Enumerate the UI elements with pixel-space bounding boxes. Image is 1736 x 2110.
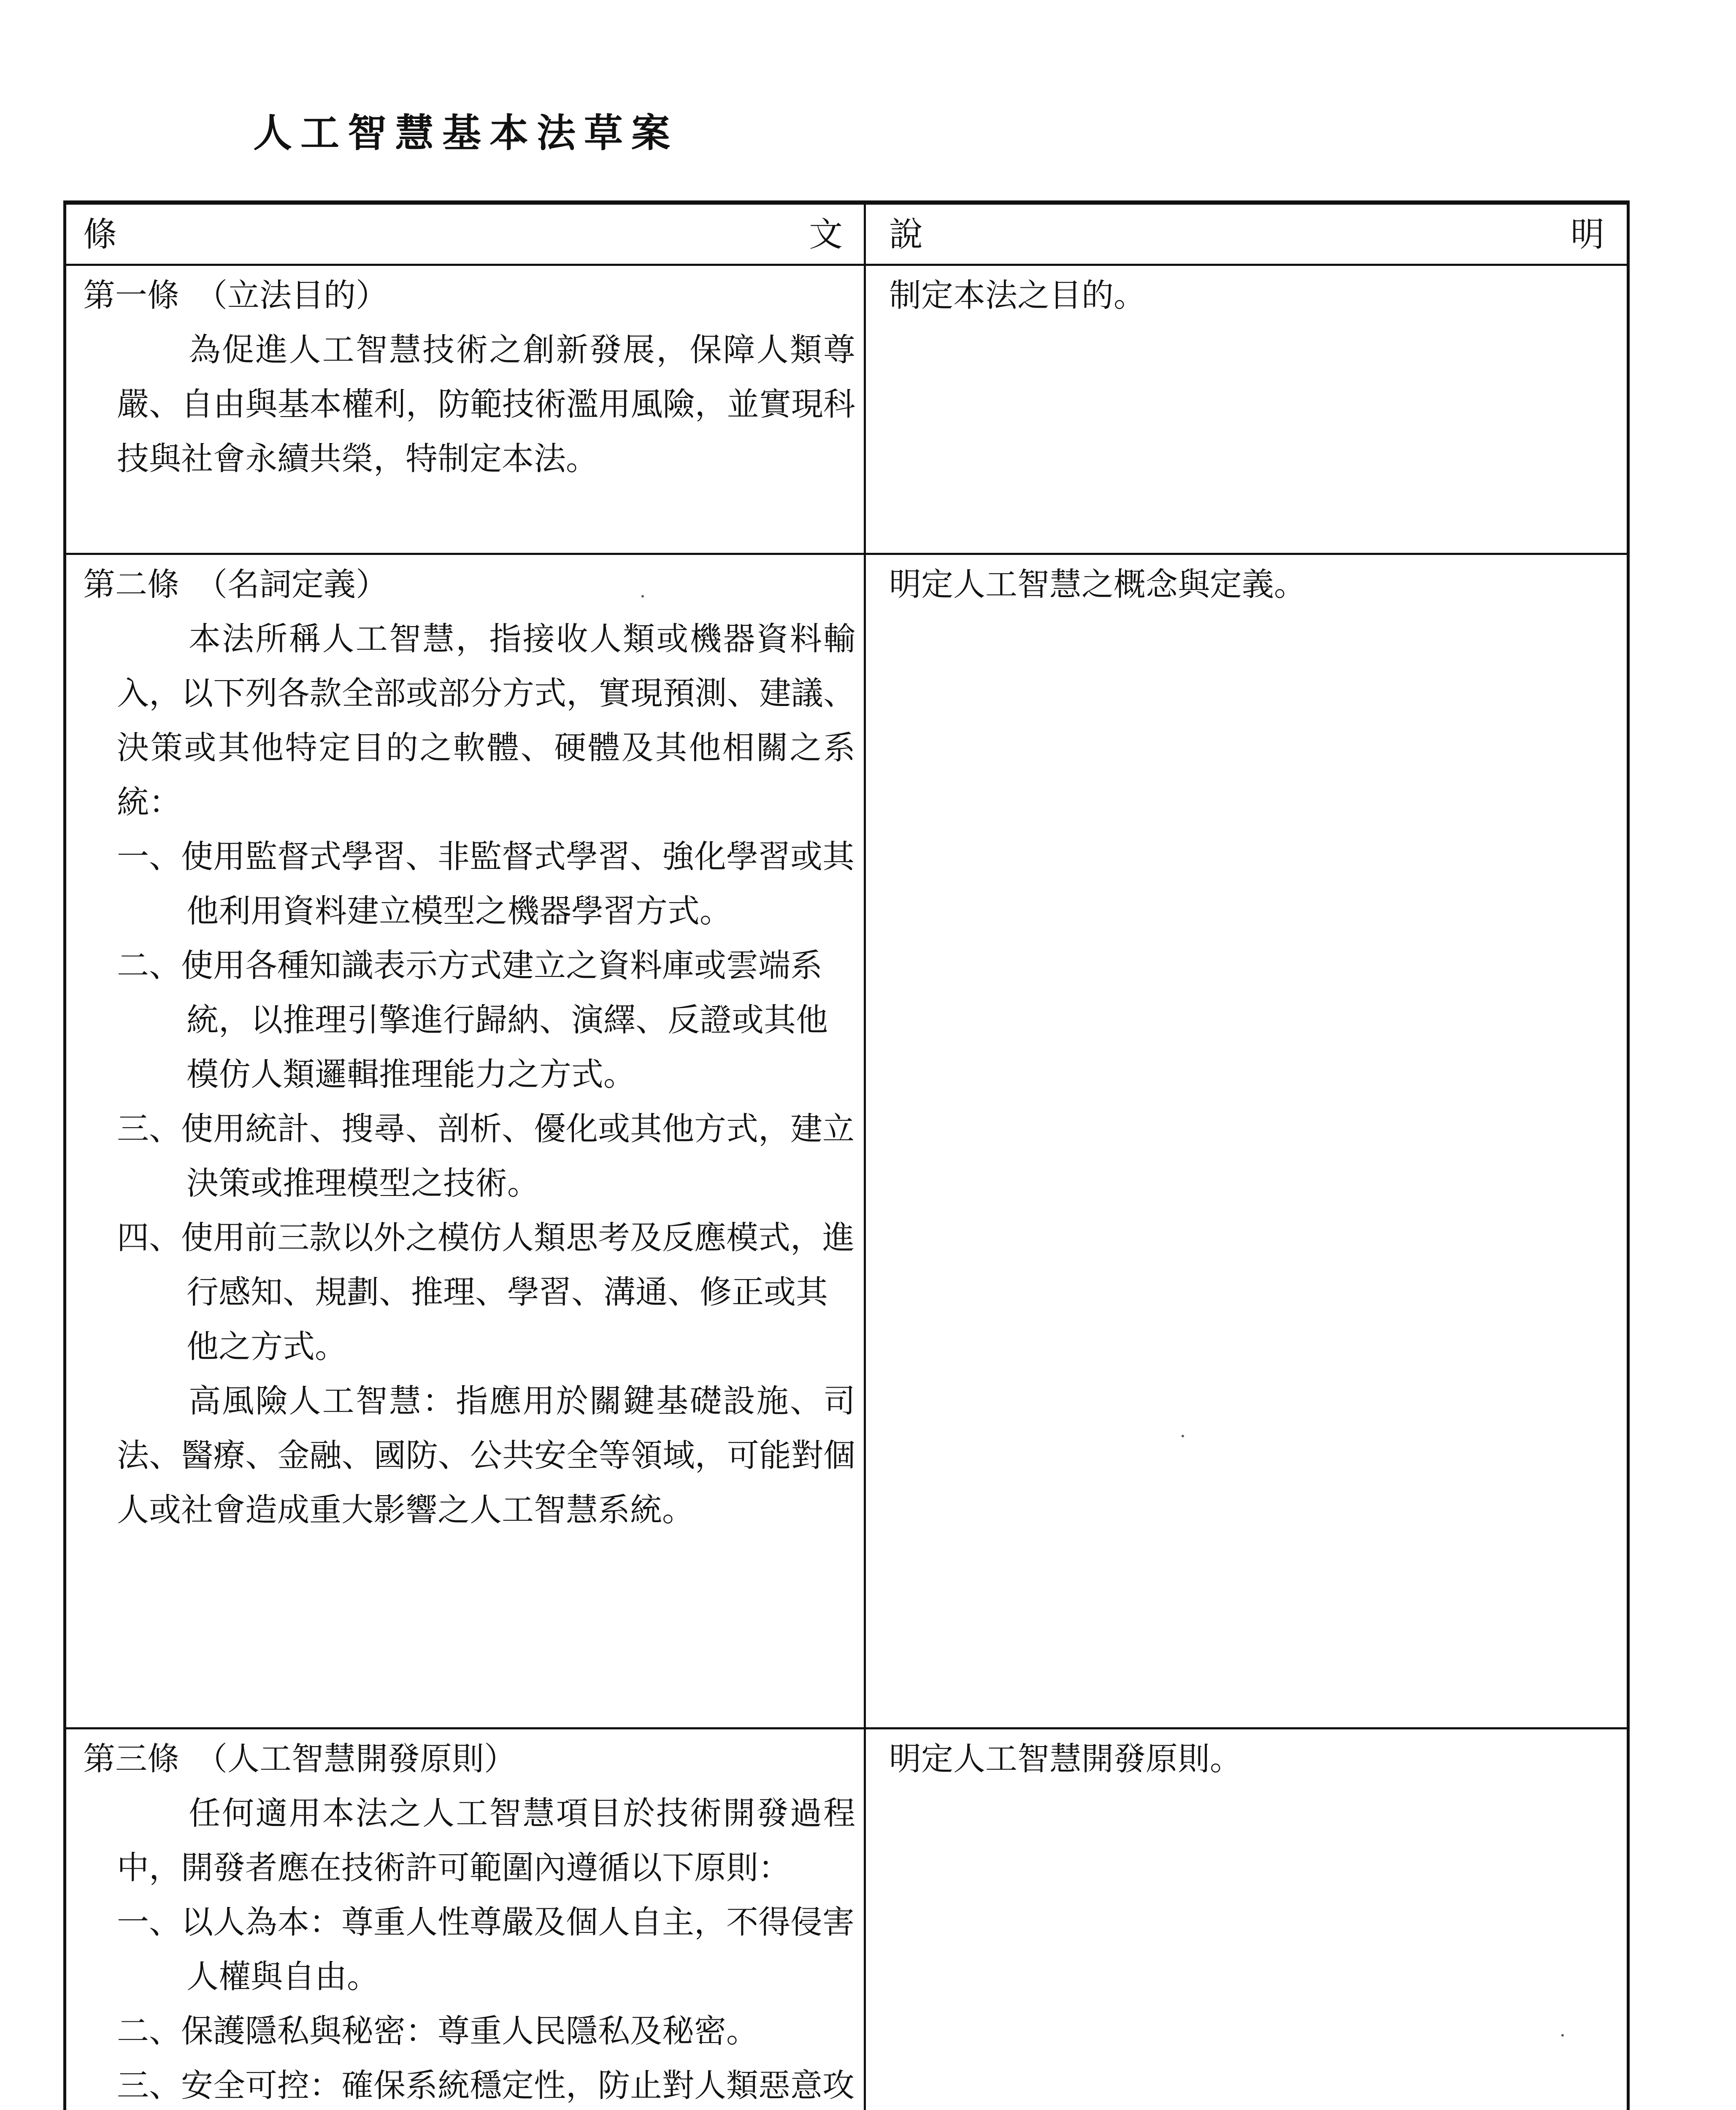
header-left-last-char: 文 <box>809 215 843 254</box>
article-3-intro: 任何適用本法之人工智慧項目於技術開發過程中，開發者應在技術許可範圍內遵循以下原則： <box>117 1794 855 1886</box>
article-2-provision <box>83 557 855 1537</box>
row-divider-1 <box>66 553 1627 555</box>
article-2-item-3: 三、使用統計、搜尋、剖析、優化或其他方式，建立決策或推理模型之技術。 <box>117 1110 854 1202</box>
scan-speck <box>1182 1435 1184 1437</box>
article-1-explanation: 制定本法之目的。 <box>889 276 1146 314</box>
column-divider <box>864 205 866 2110</box>
article-1-title: 第一條 （立法目的） <box>83 276 388 314</box>
header-left-first-char: 條 <box>83 215 117 254</box>
scan-speck <box>641 595 644 598</box>
document-title: 人工智慧基本法草案 <box>253 110 679 156</box>
header-divider <box>66 264 1627 266</box>
row-divider-2 <box>66 1727 1627 1729</box>
article-2-item-2: 二、使用各種知識表示方式建立之資料庫或雲端系統，以推理引擎進行歸納、演繹、反證或其他模仿人類邏輯推理能力之方式。 <box>117 947 828 1093</box>
article-2-item-1: 一、使用監督式學習、非監督式學習、強化學習或其他利用資料建立模型之機器學習方式。 <box>117 838 854 930</box>
header-right-first-char: 說 <box>889 215 923 254</box>
article-2-item-4: 四、使用前三款以外之模仿人類思考及反應模式，進行感知、規劃、推理、學習、溝通、修正或其他之方式。 <box>117 1219 854 1365</box>
article-3-title: 第三條 （人工智慧開發原則） <box>83 1740 516 1777</box>
article-3-provision <box>83 1731 855 2110</box>
provisions-table <box>63 200 1630 2110</box>
article-1-provision <box>83 268 855 486</box>
scan-speck <box>1561 2034 1564 2037</box>
header-right-last-char: 明 <box>1571 215 1604 254</box>
article-2-intro: 本法所稱人工智慧，指接收人類或機器資料輸入，以下列各款全部或部分方式，實現預測、建議、決策或其他特定目的之軟體、硬體及其他相關之系統： <box>117 620 855 821</box>
article-2-title: 第二條 （名詞定義） <box>83 565 388 603</box>
article-3-explanation: 明定人工智慧開發原則。 <box>889 1740 1242 1777</box>
article-2-outro: 高風險人工智慧：指應用於關鍵基礎設施、司法、醫療、金融、國防、公共安全等領域，可能對個人或社會造成重大影響之人工智慧系統。 <box>117 1382 855 1528</box>
article-3-item-2: 二、保護隱私與秘密：尊重人民隱私及秘密。 <box>117 2012 758 2050</box>
article-2-explanation: 明定人工智慧之概念與定義。 <box>889 565 1306 603</box>
article-1-paragraph: 為促進人工智慧技術之創新發展，保障人類尊嚴、自由與基本權利，防範技術濫用風險，並實現科技與社會永續共榮，特制定本法。 <box>117 331 855 477</box>
article-3-item-3: 三、安全可控：確保系統穩定性，防止對人類惡意攻 <box>117 2067 854 2104</box>
article-3-item-1: 一、以人為本：尊重人性尊嚴及個人自主，不得侵害人權與自由。 <box>117 1903 854 1995</box>
